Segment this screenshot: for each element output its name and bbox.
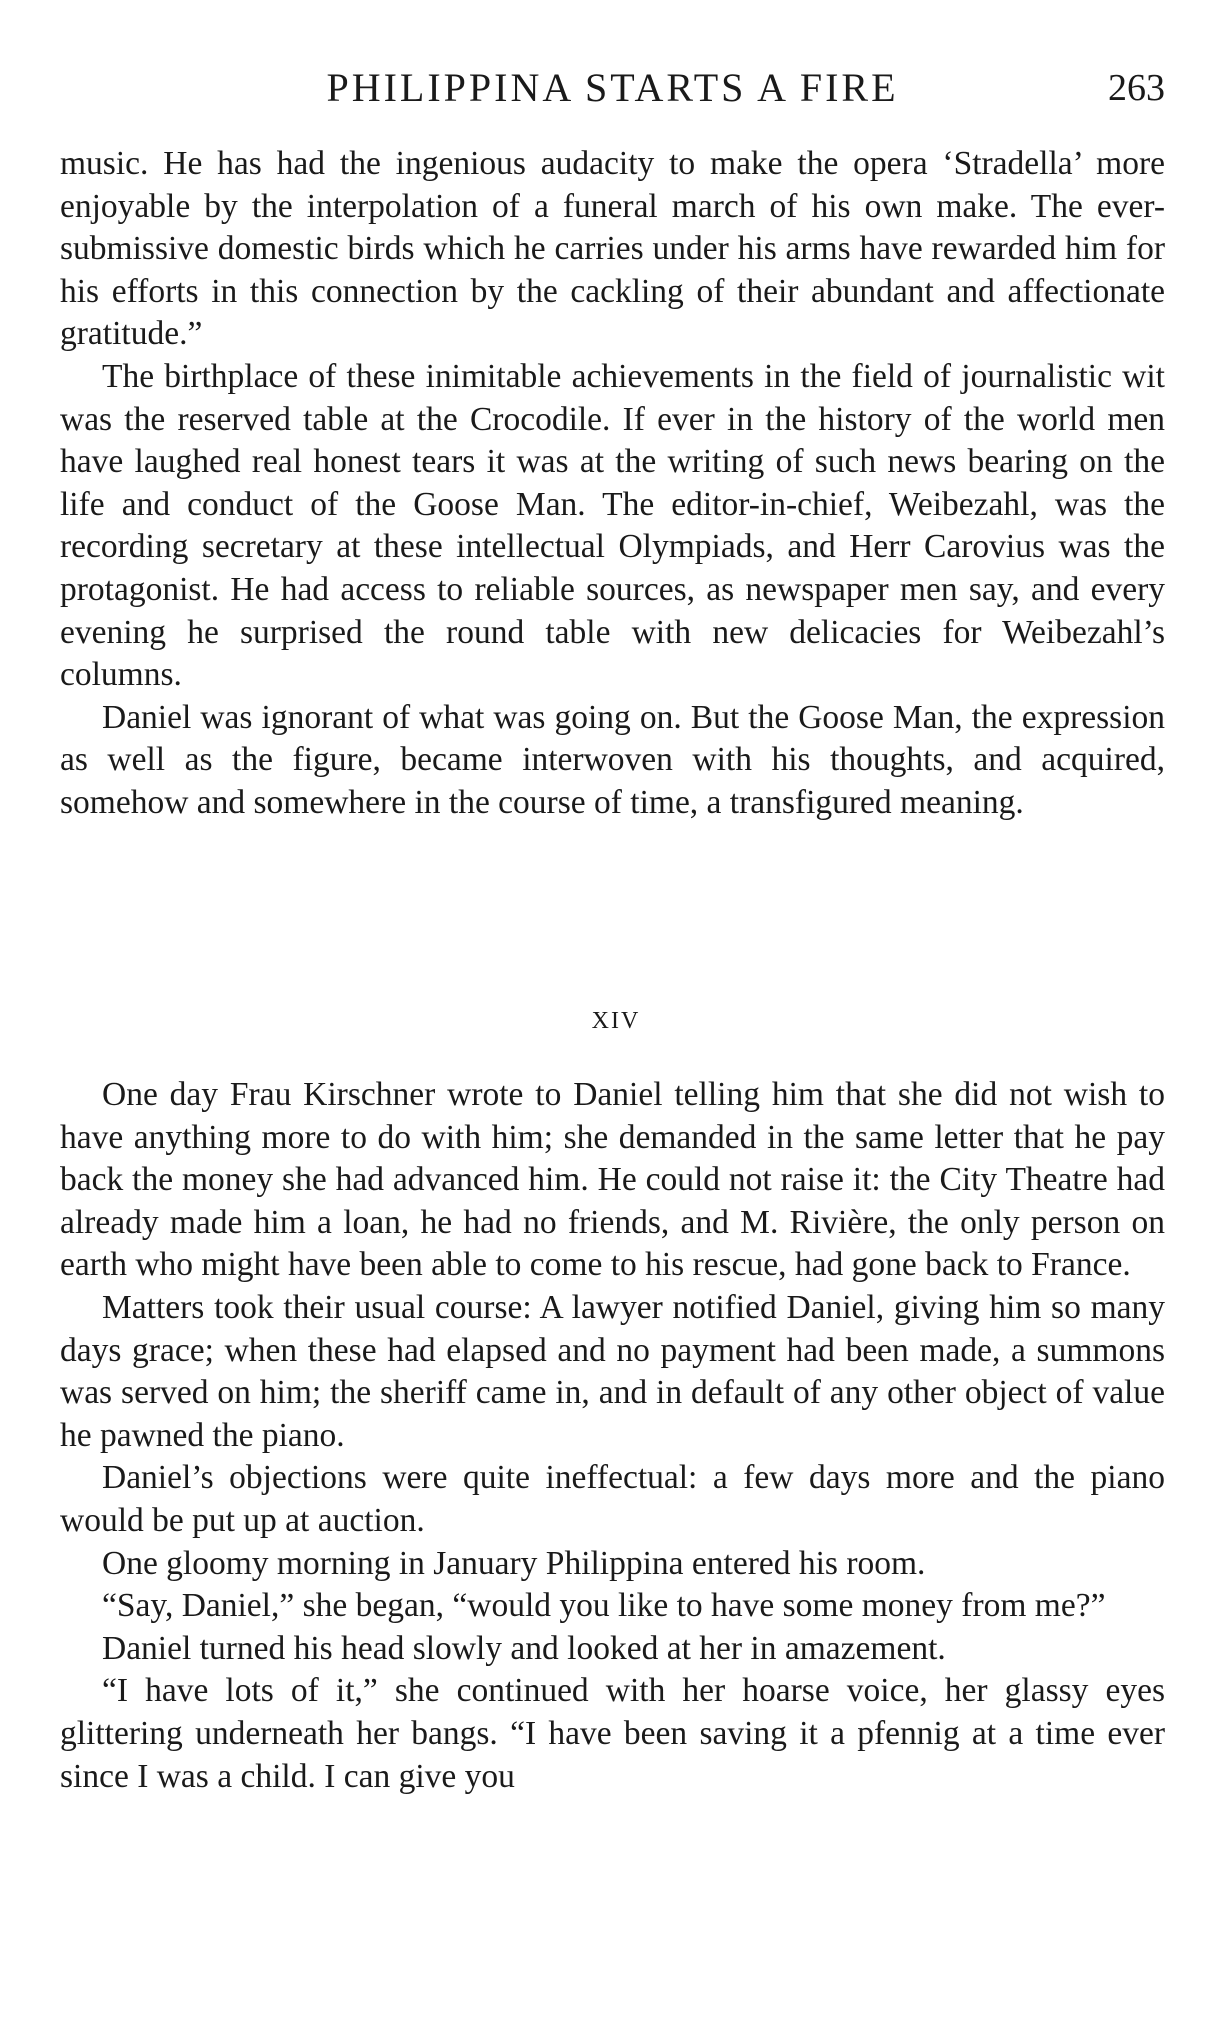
paragraph: One day Frau Kirschner wrote to Daniel telling him that she did not wish to have anything more to do with him; she demanded in the same letter that he pay back the money she had advanced him. He could not raise it: the City Theatre had already made him a loan, he had no friends, and M. Rivière, the only person on earth who might have been able to come to his rescue, had gone back to France.: [60, 1076, 1165, 1284]
paragraph: Daniel turned his head slowly and looked at her in amazement.: [102, 1629, 946, 1667]
text-block-top: [60, 143, 1165, 825]
section-heading: XIV: [591, 1008, 641, 1034]
paragraph: “I have lots of it,” she continued with her hoarse voice, her glassy eyes glittering underneath her bangs. “I have been saving it a pfennig at a time ever since I was a child. I can give you: [60, 1672, 1165, 1795]
paragraph: Daniel was ignorant of what was going on. But the Goose Man, the expression as well as the figure, became interwoven with his thoughts, and acquired, somehow and somewhere in the course of time, a transfigured meaning.: [60, 698, 1165, 821]
paragraph: Matters took their usual course: A lawyer notified Daniel, giving him so many days grace; when these had elapsed and no payment had been made, a summons was served on him; the sheriff came in, and in default of any other object of value he pawned the piano.: [60, 1288, 1165, 1454]
running-title: PHILIPPINA STARTS A FIRE: [326, 65, 899, 110]
paragraph: music. He has had the ingenious audacity to make the opera ‘Stradella’ more enjoyable by the interpolation of a funeral march of his own make. The ever-submissive domestic birds which he carries under his arms have rewarded him for his efforts in this connection by the cackling of their abundant and affectionate gratitude.”: [60, 145, 1165, 353]
paragraph: One gloomy morning in January Philippina entered his room.: [102, 1544, 926, 1582]
running-head: [60, 62, 1165, 114]
paragraph: “Say, Daniel,” she began, “would you like to have some money from me?”: [102, 1587, 1106, 1625]
paragraph: Daniel’s objections were quite ineffectual: a few days more and the piano would be put up at auction.: [60, 1459, 1165, 1539]
text-block-bottom: [60, 1074, 1165, 1798]
page-number: 263: [1108, 67, 1165, 109]
paragraph: The birthplace of these inimitable achievements in the field of journalistic wit was the reserved table at the Crocodile. If ever in the history of the world men have laughed real honest tears it was at the writing of such news bearing on the life and conduct of the Goose Man. The editor-in-chief, Weibezahl, was the recording secretary at these intellectual Olympiads, and Herr Carovius was the protagonist. He had access to reliable sources, as newspaper men say, and every evening he surprised the round table with new delicacies for Weibezahl’s columns.: [60, 357, 1165, 694]
